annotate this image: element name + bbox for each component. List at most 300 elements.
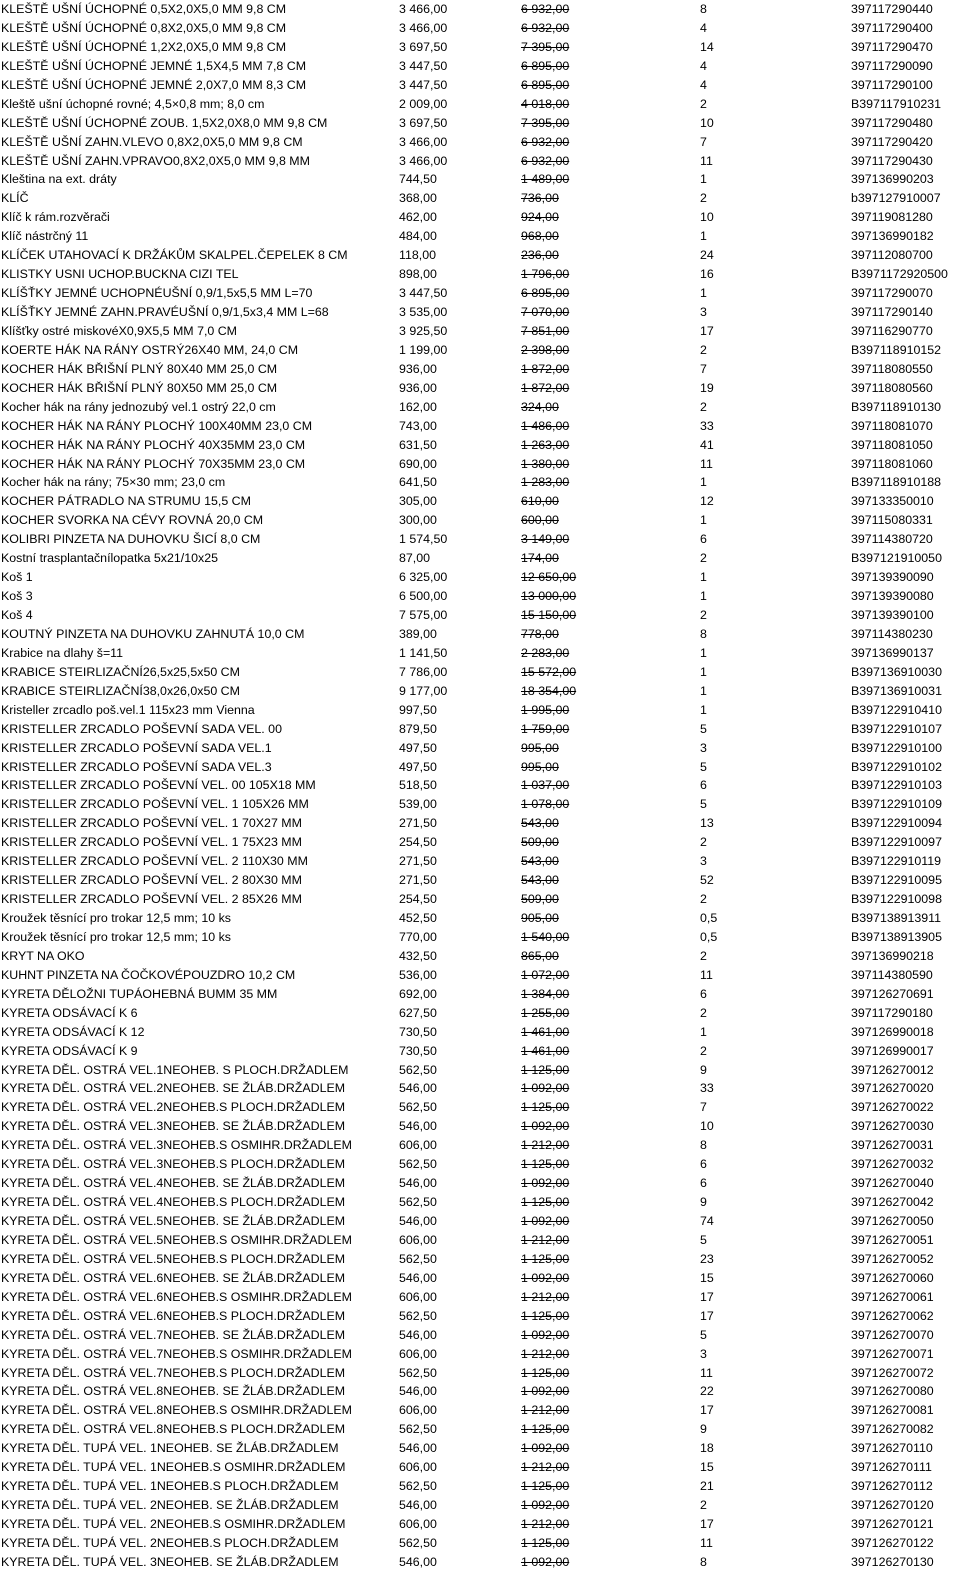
item-original-price: 1 092,00 <box>521 1119 570 1134</box>
item-original-price: 1 125,00 <box>521 1062 570 1077</box>
item-name: KRISTELLER ZRCADLO POŠEVNÍ VEL. 2 85X26 MM <box>1 892 302 907</box>
item-name: KYRETA DĚLOŽNI TUPÁOHEBNÁ BUMM 35 MM <box>1 986 278 1001</box>
table-row <box>0 379 960 398</box>
item-original-price: 7 395,00 <box>521 115 570 130</box>
table-row <box>0 57 960 76</box>
item-quantity: 11 <box>700 1365 713 1380</box>
item-code: 397117290090 <box>851 58 933 73</box>
item-price: 627,50 <box>399 1005 437 1020</box>
table-row <box>0 568 960 587</box>
item-original-price: 1 486,00 <box>521 418 570 433</box>
item-code: 397117290070 <box>851 286 933 301</box>
item-name: KOCHER HÁK BŘIŠNÍ PLNÝ 80X40 MM 25,0 CM <box>1 361 278 376</box>
item-price: 2 009,00 <box>399 96 448 111</box>
item-price: 690,00 <box>399 456 437 471</box>
item-code: 397126270112 <box>851 1479 933 1494</box>
item-original-price: 1 212,00 <box>521 1346 570 1361</box>
item-name: KRISTELLER ZRCADLO POŠEVNÍ SADA VEL. 00 <box>1 721 282 736</box>
table-row <box>0 1288 960 1307</box>
item-quantity: 1 <box>700 513 707 528</box>
item-code: 397117290470 <box>851 39 933 54</box>
item-code: 397114380720 <box>851 532 933 547</box>
item-code: B397136910030 <box>851 664 942 679</box>
item-quantity: 22 <box>700 1384 714 1399</box>
item-name: KLÍŠŤKY JEMNÉ UCHOPNÉUŠNÍ 0,9/1,5x5,5 MM L=70 <box>1 286 313 301</box>
table-row <box>0 1174 960 1193</box>
item-code: 397126270042 <box>851 1195 934 1210</box>
item-price: 606,00 <box>399 1460 437 1475</box>
item-price: 546,00 <box>399 1327 437 1342</box>
item-code: 397126270020 <box>851 1081 934 1096</box>
item-original-price: 905,00 <box>521 911 559 925</box>
item-price: 562,50 <box>399 1195 437 1210</box>
item-original-price: 7 851,00 <box>521 323 570 338</box>
item-name: Koš 4 <box>1 608 33 622</box>
item-name: KLEŠTĚ UŠNÍ ZAHN.VPRAVO0,8X2,0X5,0 MM 9,8 MM <box>1 153 310 168</box>
item-quantity: 2 <box>700 835 707 850</box>
item-original-price: 1 125,00 <box>521 1479 570 1494</box>
table-row <box>0 1382 960 1401</box>
item-name: KOCHER SVORKA NA CÉVY ROVNÁ 20,0 CM <box>1 513 264 528</box>
item-price: 305,00 <box>399 494 437 509</box>
item-code: 397126270061 <box>851 1289 934 1304</box>
item-price: 546,00 <box>399 1176 437 1191</box>
item-original-price: 1 125,00 <box>521 1251 570 1266</box>
item-name: KYRETA DĚL. OSTRÁ VEL.7NEOHEB. SE ŽLÁB.DRŽADLEM <box>1 1327 346 1342</box>
item-price: 546,00 <box>399 1270 437 1285</box>
item-quantity: 41 <box>700 437 714 452</box>
item-original-price: 1 212,00 <box>521 1460 570 1475</box>
item-code: B397122910119 <box>851 854 942 869</box>
item-price: 254,50 <box>399 835 437 850</box>
item-quantity: 13 <box>700 816 714 831</box>
item-name: KOCHER HÁK NA RÁNY PLOCHÝ 40X35MM 23,0 CM <box>1 437 306 452</box>
item-price: 3 447,50 <box>399 58 448 73</box>
item-price: 631,50 <box>399 437 437 452</box>
table-row <box>0 1212 960 1231</box>
item-name: KRISTELLER ZRCADLO POŠEVNÍ SADA VEL.3 <box>1 759 272 774</box>
table-row <box>0 1439 960 1458</box>
item-price: 254,50 <box>399 892 437 907</box>
item-code: 397139390100 <box>851 608 934 622</box>
item-quantity: 11 <box>700 1535 713 1550</box>
item-name: KUHNT PINZETA NA ČOČKOVÉPOUZDRO 10,2 CM <box>1 967 296 982</box>
item-price: 770,00 <box>399 929 437 944</box>
item-quantity: 1 <box>700 229 707 244</box>
item-quantity: 9 <box>700 1195 707 1210</box>
item-code: 397117290180 <box>851 1005 933 1020</box>
item-code: 397117290140 <box>851 305 933 319</box>
item-price: 562,50 <box>399 1365 437 1380</box>
table-row <box>0 530 960 549</box>
item-original-price: 7 395,00 <box>521 39 570 54</box>
item-original-price: 1 092,00 <box>521 1441 570 1456</box>
table-row <box>0 682 960 701</box>
item-price: 3 535,00 <box>399 305 448 319</box>
table-row <box>0 966 960 985</box>
item-price: 744,50 <box>399 172 437 187</box>
item-original-price: 1 759,00 <box>521 721 570 736</box>
table-row <box>0 1269 960 1288</box>
table-row <box>0 663 960 682</box>
item-name: KRYT NA OKO <box>1 948 85 963</box>
item-name: KRABICE STEIRLIZAČNÍ38,0x26,0x50 CM <box>1 683 240 698</box>
item-quantity: 6 <box>700 986 707 1001</box>
item-name: Kocher hák na rány jednozubý vel.1 ostrý 22,0 cm <box>1 399 276 414</box>
table-row <box>0 1155 960 1174</box>
item-name: KYRETA DĚL. TUPÁ VEL. 2NEOHEB.S PLOCH.DRŽADLEM <box>1 1535 339 1550</box>
item-name: KLÍČEK UTAHOVACÍ K DRŽÁKŮM SKALPEL.ČEPELEK 8 CM <box>1 248 348 263</box>
item-quantity: 4 <box>700 58 707 73</box>
item-name: KYRETA DĚL. TUPÁ VEL. 3NEOHEB. SE ŽLÁB.DRŽADLEM <box>1 1554 339 1569</box>
item-code: 397112080700 <box>851 248 933 263</box>
item-original-price: 1 489,00 <box>521 172 570 187</box>
table-row <box>0 19 960 38</box>
item-original-price: 543,00 <box>521 854 559 869</box>
item-code: 397126270051 <box>851 1232 934 1247</box>
item-name: KYRETA DĚL. OSTRÁ VEL.6NEOHEB.S OSMIHR.DRŽADLEM <box>1 1289 352 1304</box>
item-name: KLEŠTĚ UŠNÍ ÚCHOPNÉ 1,2X2,0X5,0 MM 9,8 CM <box>1 39 287 54</box>
table-row <box>0 114 960 133</box>
item-price: 562,50 <box>399 1422 437 1437</box>
item-code: 397126270032 <box>851 1157 934 1172</box>
item-name: KYRETA DĚL. OSTRÁ VEL.8NEOHEB. SE ŽLÁB.DRŽADLEM <box>1 1384 346 1399</box>
item-name: KOUTNÝ PINZETA NA DUHOVKU ZAHNUTÁ 10,0 CM <box>1 626 305 641</box>
item-price: 546,00 <box>399 1119 437 1134</box>
item-original-price: 1 125,00 <box>521 1422 570 1437</box>
item-quantity: 9 <box>700 1422 707 1437</box>
item-original-price: 509,00 <box>521 835 559 850</box>
item-price: 641,50 <box>399 475 437 490</box>
item-original-price: 1 872,00 <box>521 361 570 376</box>
table-row <box>0 1061 960 1080</box>
table-row <box>0 473 960 492</box>
table-row <box>0 208 960 227</box>
item-quantity: 3 <box>700 305 707 319</box>
table-row <box>0 1345 960 1364</box>
item-original-price: 1 212,00 <box>521 1403 570 1418</box>
item-name: Kleště ušní úchopné rovné; 4,5×0,8 mm; 8,0 cm <box>1 96 265 111</box>
item-price: 898,00 <box>399 267 437 282</box>
item-original-price: 509,00 <box>521 892 559 907</box>
table-row <box>0 417 960 436</box>
item-original-price: 6 932,00 <box>521 153 570 168</box>
item-name: KYRETA DĚL. OSTRÁ VEL.2NEOHEB.S PLOCH.DRŽADLEM <box>1 1100 346 1115</box>
item-quantity: 7 <box>700 361 707 376</box>
table-row <box>0 1458 960 1477</box>
item-name: KRISTELLER ZRCADLO POŠEVNÍ VEL. 00 105X18 MM <box>1 778 316 793</box>
item-price: 3 697,50 <box>399 39 448 54</box>
item-original-price: 1 072,00 <box>521 967 570 982</box>
item-price: 539,00 <box>399 797 437 812</box>
item-code: 397126270111 <box>851 1460 932 1475</box>
item-quantity: 2 <box>700 342 707 357</box>
item-price: 6 325,00 <box>399 570 448 585</box>
item-quantity: 2 <box>700 551 707 566</box>
item-code: B397138913905 <box>851 929 942 944</box>
item-original-price: 1 212,00 <box>521 1517 570 1531</box>
table-row <box>0 909 960 928</box>
item-price: 1 574,50 <box>399 532 448 547</box>
item-quantity: 1 <box>700 702 707 717</box>
item-price: 562,50 <box>399 1062 437 1077</box>
item-price: 497,50 <box>399 759 437 774</box>
table-row <box>0 1477 960 1496</box>
table-row <box>0 398 960 417</box>
item-original-price: 1 092,00 <box>521 1554 570 1569</box>
table-row <box>0 587 960 606</box>
item-price: 9 177,00 <box>399 683 448 698</box>
item-price: 730,50 <box>399 1024 437 1039</box>
item-original-price: 1 092,00 <box>521 1270 570 1285</box>
table-row <box>0 644 960 663</box>
table-row <box>0 1231 960 1250</box>
table-row <box>0 1534 960 1553</box>
item-quantity: 1 <box>700 683 707 698</box>
item-quantity: 1 <box>700 664 707 679</box>
item-price: 606,00 <box>399 1517 437 1531</box>
item-original-price: 543,00 <box>521 816 559 831</box>
item-price: 368,00 <box>399 191 437 206</box>
item-code: B397121910050 <box>851 551 942 566</box>
item-code: 397126270072 <box>851 1365 934 1380</box>
item-original-price: 13 000,00 <box>521 589 577 604</box>
item-price: 462,00 <box>399 210 437 225</box>
item-name: KLEŠTĚ UŠNÍ ÚCHOPNÉ JEMNÉ 1,5X4,5 MM 7,8 CM <box>1 58 307 73</box>
item-quantity: 24 <box>700 248 714 263</box>
item-original-price: 1 092,00 <box>521 1081 570 1096</box>
item-code: 397126270130 <box>851 1554 934 1569</box>
item-price: 546,00 <box>399 1081 437 1096</box>
table-row <box>0 1042 960 1061</box>
item-quantity: 14 <box>700 39 714 54</box>
item-code: B397122910095 <box>851 873 942 888</box>
item-code: 397126270070 <box>851 1327 934 1342</box>
item-code: B397122910103 <box>851 778 942 793</box>
item-name: KLÍČ <box>1 191 29 206</box>
item-name: KRISTELLER ZRCADLO POŠEVNÍ VEL. 1 70X27 MM <box>1 816 302 831</box>
item-name: KYRETA ODSÁVACÍ K 6 <box>1 1005 138 1020</box>
item-quantity: 3 <box>700 1346 707 1361</box>
item-quantity: 2 <box>700 96 707 111</box>
item-name: KLEŠTĚ UŠNÍ ÚCHOPNÉ 0,8X2,0X5,0 MM 9,8 CM <box>1 20 287 35</box>
item-original-price: 236,00 <box>521 248 559 263</box>
item-code: 397136990218 <box>851 948 934 963</box>
item-price: 606,00 <box>399 1138 437 1153</box>
item-code: 397118081050 <box>851 437 933 452</box>
item-code: 397115080331 <box>851 513 933 528</box>
table-row <box>0 303 960 322</box>
table-row <box>0 492 960 511</box>
item-original-price: 1 380,00 <box>521 456 570 471</box>
item-name: KRISTELLER ZRCADLO POŠEVNÍ VEL. 2 110X30 MM <box>1 854 308 869</box>
item-price: 546,00 <box>399 1214 437 1228</box>
item-code: 397117290420 <box>851 134 933 149</box>
item-original-price: 1 461,00 <box>521 1043 570 1058</box>
table-row <box>0 928 960 947</box>
item-name: Klíšťky ostré miskovéX0,9X5,5 MM 7,0 CM <box>1 323 238 338</box>
item-name: KYRETA DĚL. TUPÁ VEL. 1NEOHEB.S OSMIHR.DRŽADLEM <box>1 1460 346 1475</box>
item-quantity: 21 <box>700 1479 714 1494</box>
item-price: 1 141,50 <box>399 645 448 660</box>
table-row <box>0 152 960 171</box>
item-price: 271,50 <box>399 854 437 869</box>
item-original-price: 6 895,00 <box>521 77 570 92</box>
item-code: 397114380230 <box>851 626 933 641</box>
item-quantity: 12 <box>700 494 714 509</box>
item-name: KOCHER PÁTRADLO NA STRUMU 15,5 CM <box>1 494 251 509</box>
item-code: 397114380590 <box>851 967 933 982</box>
item-name: KYRETA ODSÁVACÍ K 12 <box>1 1024 145 1039</box>
item-original-price: 1 212,00 <box>521 1289 570 1304</box>
table-row <box>0 1079 960 1098</box>
item-name: KRISTELLER ZRCADLO POŠEVNÍ VEL. 1 105X26 MM <box>1 797 309 812</box>
item-name: KLEŠTĚ UŠNÍ ZAHN.VLEVO 0,8X2,0X5,0 MM 9,8 CM <box>1 134 303 149</box>
table-row <box>0 133 960 152</box>
item-name: Koš 3 <box>1 589 33 604</box>
item-original-price: 1 125,00 <box>521 1365 570 1380</box>
item-original-price: 995,00 <box>521 740 559 755</box>
item-name: KLEŠTĚ UŠNÍ ÚCHOPNÉ ZOUB. 1,5X2,0X8,0 MM 9,8 CM <box>1 115 328 130</box>
table-row <box>0 170 960 189</box>
item-code: 397139390090 <box>851 570 934 585</box>
item-price: 6 500,00 <box>399 589 448 604</box>
table-row <box>0 1193 960 1212</box>
item-price: 484,00 <box>399 229 437 244</box>
item-quantity: 5 <box>700 721 707 736</box>
item-name: KYRETA DĚL. TUPÁ VEL. 2NEOHEB.S OSMIHR.DRŽADLEM <box>1 1517 346 1531</box>
item-original-price: 1 125,00 <box>521 1535 570 1550</box>
table-row <box>0 625 960 644</box>
table-row <box>0 549 960 568</box>
item-name: Kroužek těsnící pro trokar 12,5 mm; 10 ks <box>1 929 232 944</box>
item-price: 518,50 <box>399 778 437 793</box>
item-quantity: 8 <box>700 1138 707 1153</box>
item-price: 3 697,50 <box>399 115 448 130</box>
item-name: KOCHER HÁK NA RÁNY PLOCHÝ 70X35MM 23,0 CM <box>1 456 306 471</box>
item-name: Koš 1 <box>1 570 33 585</box>
item-quantity: 17 <box>700 323 714 338</box>
table-row <box>0 776 960 795</box>
item-original-price: 1 872,00 <box>521 380 570 395</box>
item-original-price: 1 092,00 <box>521 1327 570 1342</box>
item-quantity: 2 <box>700 1043 707 1058</box>
table-row <box>0 341 960 360</box>
item-code: B397118910130 <box>851 399 942 414</box>
item-quantity: 11 <box>700 967 713 982</box>
item-price: 3 447,50 <box>399 286 448 301</box>
item-name: KYRETA DĚL. TUPÁ VEL. 1NEOHEB. SE ŽLÁB.DRŽADLEM <box>1 1441 339 1456</box>
item-quantity: 10 <box>700 115 714 130</box>
item-code: 397126270040 <box>851 1176 934 1191</box>
item-name: Kostní trasplantačnílopatka 5x21/10x25 <box>1 551 218 566</box>
table-row <box>0 701 960 720</box>
item-code: B397122910100 <box>851 740 942 755</box>
item-quantity: 4 <box>700 77 707 92</box>
item-name: KOCHER HÁK BŘIŠNÍ PLNÝ 80X50 MM 25,0 CM <box>1 380 278 395</box>
item-code: 397126270080 <box>851 1384 934 1399</box>
table-row <box>0 890 960 909</box>
item-price: 87,00 <box>399 551 431 566</box>
item-name: KYRETA DĚL. OSTRÁ VEL.3NEOHEB.S PLOCH.DRŽADLEM <box>1 1157 346 1172</box>
item-quantity: 4 <box>700 20 707 35</box>
item-name: KYRETA DĚL. OSTRÁ VEL.1NEOHEB. S PLOCH.DRŽADLEM <box>1 1062 349 1077</box>
item-name: KYRETA DĚL. OSTRÁ VEL.3NEOHEB. SE ŽLÁB.DRŽADLEM <box>1 1119 346 1134</box>
item-code: 397126270110 <box>851 1441 933 1456</box>
table-row <box>0 511 960 530</box>
item-quantity: 2 <box>700 1005 707 1020</box>
item-price: 562,50 <box>399 1479 437 1494</box>
item-original-price: 4 018,00 <box>521 96 570 111</box>
item-quantity: 8 <box>700 1554 707 1569</box>
table-row <box>0 871 960 890</box>
item-quantity: 33 <box>700 1081 714 1096</box>
item-price: 606,00 <box>399 1289 437 1304</box>
item-name: KOLIBRI PINZETA NA DUHOVKU ŠICÍ 8,0 CM <box>1 532 261 547</box>
item-original-price: 324,00 <box>521 399 559 414</box>
table-row <box>0 360 960 379</box>
item-price: 3 447,50 <box>399 77 448 92</box>
table-row <box>0 1401 960 1420</box>
item-code: b397127910007 <box>851 191 941 206</box>
item-price: 606,00 <box>399 1403 437 1418</box>
item-name: KYRETA DĚL. OSTRÁ VEL.8NEOHEB.S OSMIHR.DRŽADLEM <box>1 1403 352 1418</box>
item-original-price: 1 092,00 <box>521 1176 570 1191</box>
item-code: B397122910098 <box>851 892 942 907</box>
table-row <box>0 265 960 284</box>
item-original-price: 15 150,00 <box>521 608 577 622</box>
item-original-price: 995,00 <box>521 759 559 774</box>
item-quantity: 17 <box>700 1308 714 1323</box>
item-quantity: 74 <box>700 1214 714 1228</box>
item-name: KLISTKY USNI UCHOP.BUCKNA CIZI TEL <box>1 267 239 282</box>
item-price: 562,50 <box>399 1251 437 1266</box>
item-quantity: 1 <box>700 172 707 187</box>
item-price: 546,00 <box>399 1554 437 1569</box>
item-original-price: 1 212,00 <box>521 1138 570 1153</box>
item-price: 452,50 <box>399 911 437 925</box>
item-price: 432,50 <box>399 948 437 963</box>
item-original-price: 1 212,00 <box>521 1232 570 1247</box>
item-original-price: 865,00 <box>521 948 559 963</box>
item-code: B397122910107 <box>851 721 942 736</box>
item-quantity: 3 <box>700 854 707 869</box>
item-name: Kristeller zrcadlo poš.vel.1 115x23 mm Vienna <box>1 702 255 717</box>
item-code: 397126270022 <box>851 1100 934 1115</box>
item-quantity: 17 <box>700 1289 714 1304</box>
item-name: KRISTELLER ZRCADLO POŠEVNÍ VEL. 1 75X23 MM <box>1 835 302 850</box>
item-quantity: 2 <box>700 1498 707 1513</box>
item-name: KYRETA DĚL. OSTRÁ VEL.6NEOHEB. SE ŽLÁB.DRŽADLEM <box>1 1270 346 1285</box>
item-name: KYRETA DĚL. OSTRÁ VEL.5NEOHEB.S PLOCH.DRŽADLEM <box>1 1251 346 1266</box>
item-quantity: 1 <box>700 475 707 490</box>
item-name: KYRETA DĚL. OSTRÁ VEL.3NEOHEB.S OSMIHR.DRŽADLEM <box>1 1138 352 1153</box>
table-row <box>0 436 960 455</box>
item-price: 3 466,00 <box>399 153 448 168</box>
table-row <box>0 1117 960 1136</box>
item-price: 562,50 <box>399 1308 437 1323</box>
item-original-price: 600,00 <box>521 513 559 528</box>
item-quantity: 2 <box>700 191 707 206</box>
item-code: 397117290100 <box>851 77 933 92</box>
table-row <box>0 947 960 966</box>
item-quantity: 11 <box>700 153 713 168</box>
item-name: KRISTELLER ZRCADLO POŠEVNÍ VEL. 2 80X30 MM <box>1 873 302 888</box>
item-code: 397119081280 <box>851 210 933 225</box>
item-code: 397139390080 <box>851 589 934 604</box>
item-name: KYRETA DĚL. OSTRÁ VEL.4NEOHEB. SE ŽLÁB.DRŽADLEM <box>1 1176 346 1191</box>
item-quantity: 5 <box>700 759 707 774</box>
